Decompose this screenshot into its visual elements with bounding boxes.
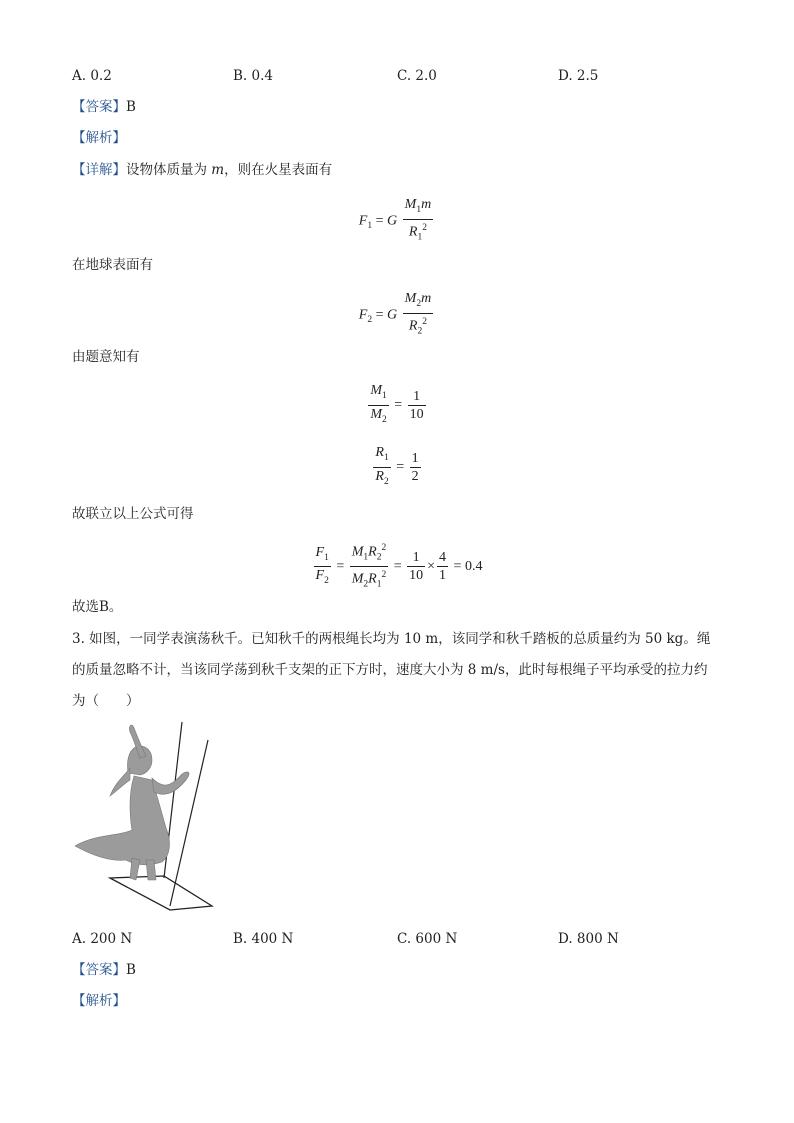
mass-ratio-den: 10 xyxy=(409,406,424,422)
q3-line-2: 的质量忽略不计，当该同学荡到秋千支架的正下方时，速度大小为 8 m/s，此时每根绳子平均承受的拉力约 xyxy=(72,662,708,678)
earth-text: 在地球表面有 xyxy=(72,257,153,273)
equation-final: $\frac{F_1}{F_2}$ = $\frac{M_1R_2^2}{M_2R_1^2}$ = $\frac{1}{10}$ × $\frac{4}{1}$ = 0.4 xyxy=(0,540,794,594)
equation-earth-gravity: $F_2 = G$ $\frac{M_2m}{R_2^2}$ xyxy=(358,291,432,337)
swing-rope-front xyxy=(170,740,208,906)
mass-ratio-num: 1 xyxy=(408,388,426,406)
final-frac-1-den: 10 xyxy=(409,568,424,584)
q3-option-b: B. 400 N xyxy=(233,931,294,947)
q2-option-b: B. 0.4 xyxy=(233,68,273,84)
q3-line-1: 3. 如图，一同学表演荡秋千。已知秋千的两根绳长均为 10 m，该同学和秋千踏板的总质量约为 50 kg。绳 xyxy=(72,631,711,647)
equation-mars-gravity: $F_1 = G$ $\frac{M_1m}{R_1^2}$ xyxy=(358,197,432,243)
answer-label: 【答案】 xyxy=(72,99,126,115)
girl-silhouette xyxy=(75,725,189,880)
q2-option-a: A. 0.2 xyxy=(72,68,112,84)
detail-label: 【详解】 xyxy=(72,162,126,178)
choose-text: 故选B。 xyxy=(72,599,123,615)
swing-illustration xyxy=(70,718,220,918)
detail-intro-b: ，则在火星表面有 xyxy=(224,162,333,178)
q2-option-c: C. 2.0 xyxy=(397,68,437,84)
q3-option-c: C. 600 N xyxy=(397,931,458,947)
final-frac-1-num: 1 xyxy=(407,549,425,567)
final-value: 0.4 xyxy=(464,559,483,575)
q3-option-d: D. 800 N xyxy=(558,931,619,947)
q2-answer xyxy=(72,98,136,116)
q2-analysis-label: 【解析】 xyxy=(72,130,126,146)
swing-seat xyxy=(110,876,212,910)
detail-intro-a: 设物体质量为 xyxy=(126,162,207,178)
equation-radius-ratio: $\frac{R_1}{R_2}$ = $\frac{1}{2}$ xyxy=(375,445,419,487)
equation-mass-ratio: $\frac{M_1}{M_2}$ = $\frac{1}{10}$ xyxy=(370,383,424,425)
q3-option-a: A. 200 N xyxy=(72,931,133,947)
given-text: 由题意知有 xyxy=(72,349,140,365)
q3-answer xyxy=(72,961,136,979)
q2-detail xyxy=(72,161,332,179)
q2-option-d: D. 2.5 xyxy=(558,68,599,84)
q3-analysis-label: 【解析】 xyxy=(72,993,126,1009)
q3-line-3: 为（ ） xyxy=(72,693,140,709)
final-frac-2-den: 1 xyxy=(439,568,447,584)
mass-variable: m xyxy=(211,162,225,178)
answer-value: B xyxy=(126,962,136,978)
radius-ratio-den: 2 xyxy=(411,468,419,484)
combine-text: 故联立以上公式可得 xyxy=(72,506,194,522)
answer-label: 【答案】 xyxy=(72,962,126,978)
final-frac-2-num: 4 xyxy=(439,550,447,566)
answer-value: B xyxy=(126,99,136,115)
radius-ratio-num: 1 xyxy=(411,450,419,466)
